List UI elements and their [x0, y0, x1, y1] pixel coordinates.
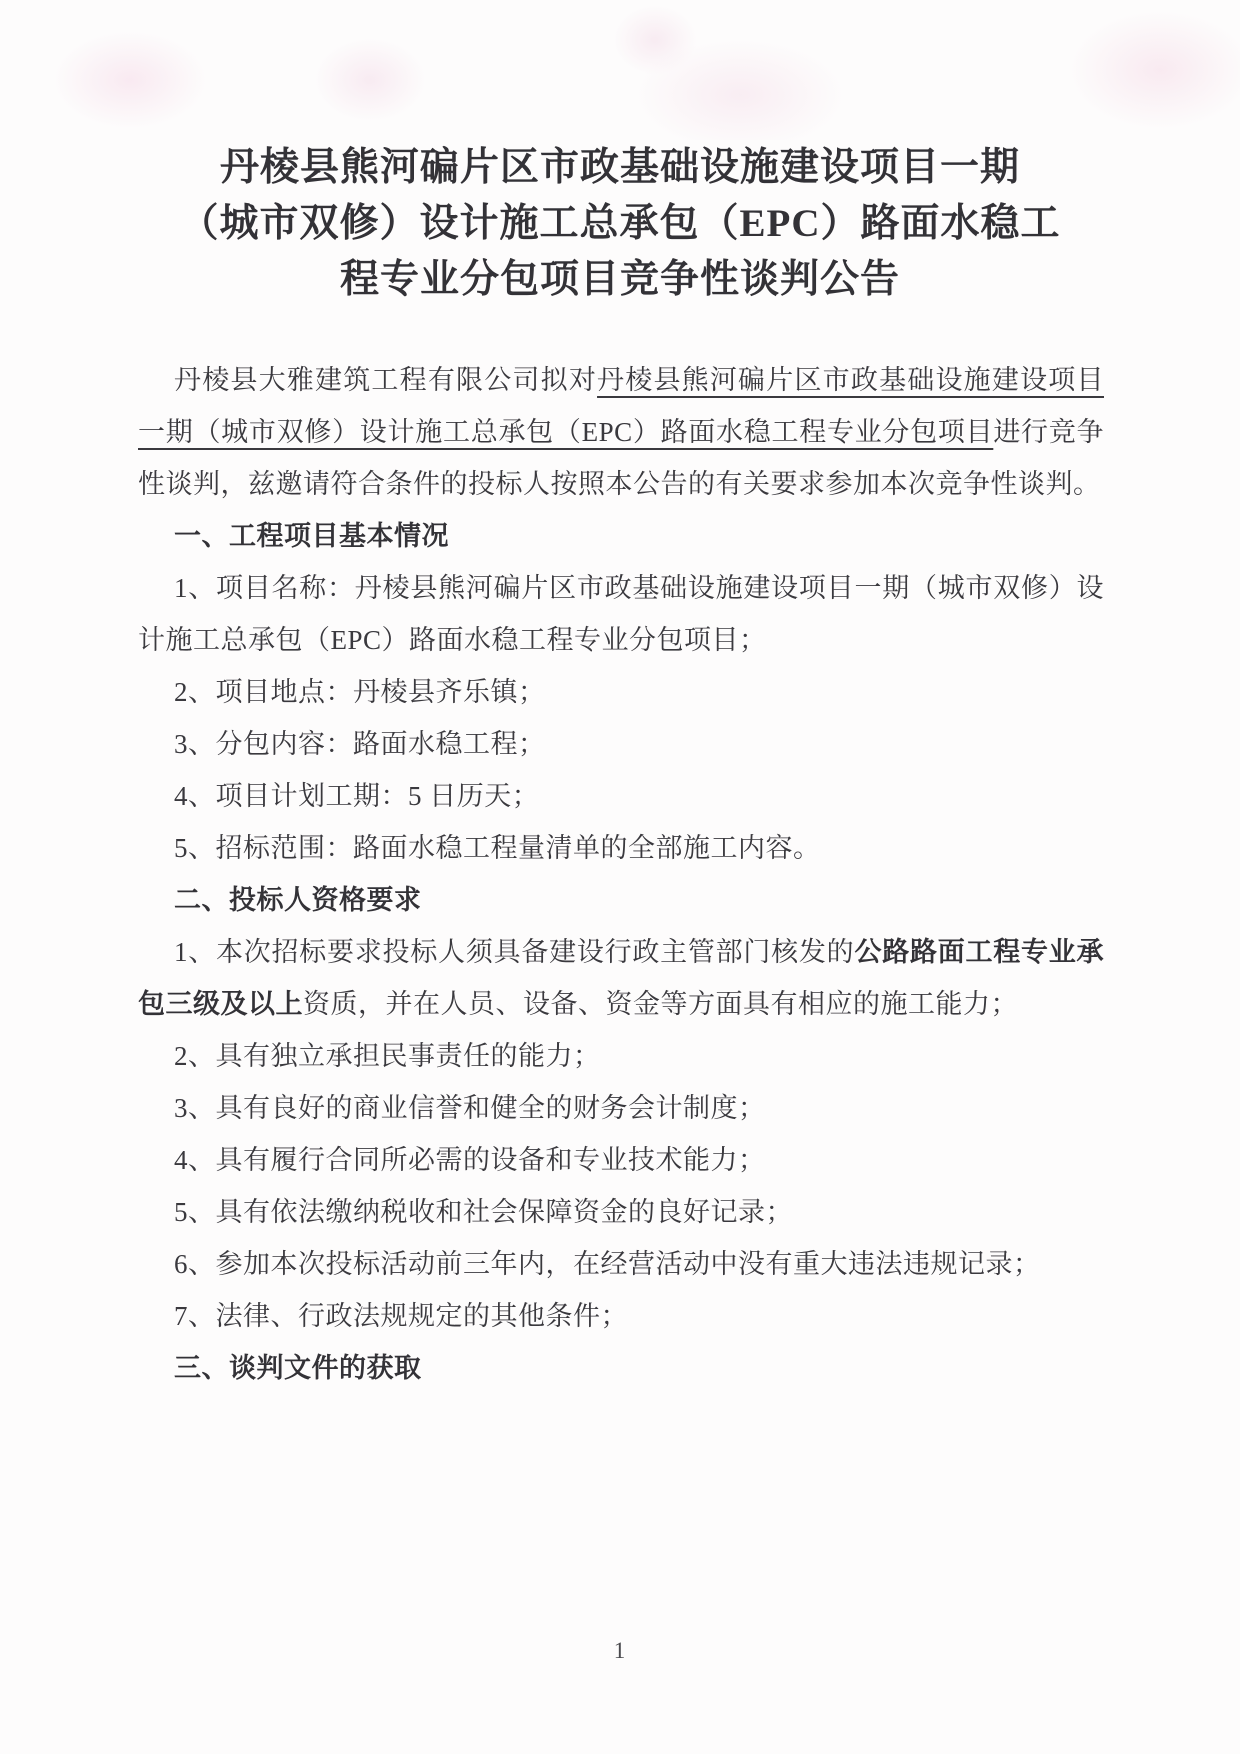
title-line-1: 丹棱县熊河碥片区市政基础设施建设项目一期	[219, 146, 1020, 189]
document-title	[0, 0, 1240, 308]
text-segment-underline: 丹棱县熊河碥片区市政基础设施建设项目一期（城市双修）设计施工总承包（EPC）路面水稳工程专业分包项目	[138, 365, 1104, 447]
section-2-item-6: 6、参加本次投标活动前三年内，在经营活动中没有重大违法违规记录；	[174, 1249, 1041, 1279]
title-line-3: 程专业分包项目竞争性谈判公告	[339, 258, 900, 301]
document-body	[0, 354, 1240, 1394]
section-1-item-5: 5、招标范围：路面水稳工程量清单的全部施工内容。	[174, 833, 821, 863]
text-segment-normal: 进行竞争性谈判，兹邀请符合条件的投标人按照本公告的有关要求参加本次竞争性谈判。	[138, 417, 1104, 499]
page-number: 1	[613, 1638, 627, 1663]
section-1-item-2: 2、项目地点：丹棱县齐乐镇；	[174, 677, 546, 707]
text-segment-normal: 丹棱县大雅建筑工程有限公司拟对	[174, 365, 598, 395]
section-2-item-2: 2、具有独立承担民事责任的能力；	[174, 1041, 601, 1071]
text-segment-bold: 公路路面工程专业承包三级及以上	[138, 937, 1105, 1019]
section-1-item-4: 4、项目计划工期：5 日历天；	[174, 781, 540, 811]
section-1-item-1: 1、项目名称：丹棱县熊河碥片区市政基础设施建设项目一期（城市双修）设计施工总承包（EPC）路面水稳工程专业分包项目；	[138, 573, 1104, 655]
section-1-item-3: 3、分包内容：路面水稳工程；	[174, 729, 546, 759]
text-segment-normal: 1、本次招标要求投标人须具备建设行政主管部门核发的	[174, 937, 855, 967]
section-2-heading: 二、投标人资格要求	[174, 885, 422, 915]
section-1-heading: 一、工程项目基本情况	[174, 521, 449, 551]
section-2-item-5: 5、具有依法缴纳税收和社会保障资金的良好记录；	[174, 1197, 793, 1227]
section-2-item-7: 7、法律、行政法规规定的其他条件；	[174, 1301, 628, 1331]
section-2-item-1	[138, 926, 1104, 1030]
intro-paragraph	[138, 354, 1104, 510]
title-line-2: （城市双修）设计施工总承包（EPC）路面水稳工	[179, 202, 1061, 245]
section-2-item-3: 3、具有良好的商业信誉和健全的财务会计制度；	[174, 1093, 766, 1123]
text-segment-normal: 资质，并在人员、设备、资金等方面具有相应的施工能力；	[303, 989, 1018, 1019]
section-3-heading: 三、谈判文件的获取	[174, 1353, 422, 1383]
section-2-item-4: 4、具有履行合同所必需的设备和专业技术能力；	[174, 1145, 766, 1175]
